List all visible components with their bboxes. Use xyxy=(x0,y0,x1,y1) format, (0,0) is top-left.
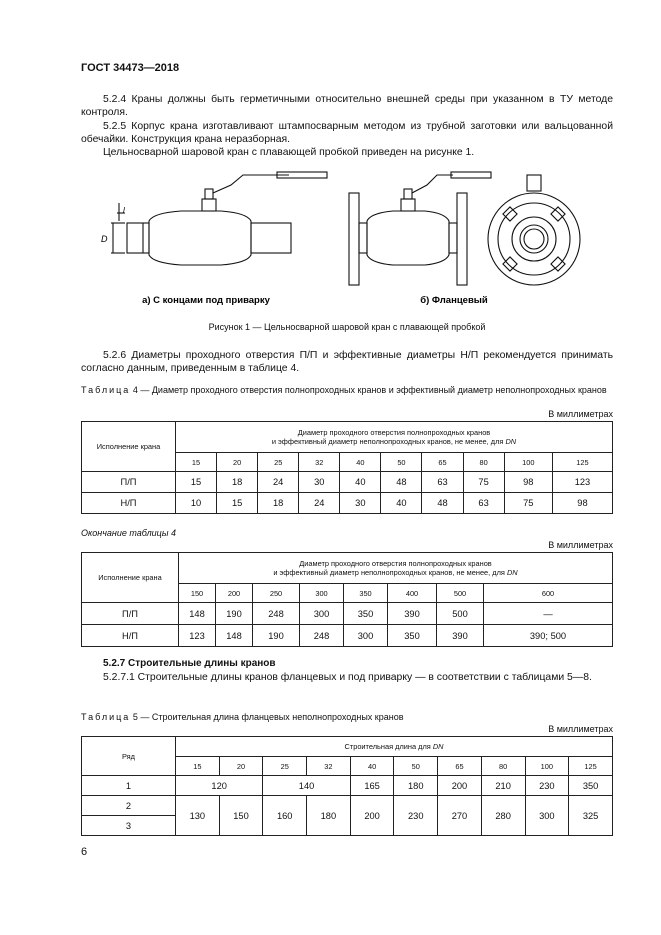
table5-caption-text: 5 — Строительная длина фланцевых неполнопроходных кранов xyxy=(132,712,404,722)
table4b-dn-cell: 300 xyxy=(300,584,344,603)
paragraph-5-2-6: 5.2.6 Диаметры проходного отверстия П/П и эффективные диаметры Н/П рекомендуется принимать согласно данным, приведенным в таблице 4. xyxy=(81,350,613,374)
table4b-row-label: Н/П xyxy=(82,625,179,647)
table5-dn-cell: 100 xyxy=(525,757,569,776)
table4-group-header-l1: Диаметр проходного отверстия полнопроходных кранов xyxy=(297,428,491,437)
table4-dn-cell: 100 xyxy=(504,453,552,472)
table4-dn: DN xyxy=(505,437,517,446)
table4-row-label: Н/П xyxy=(82,493,176,514)
table4-dn-cell: 15 xyxy=(176,453,217,472)
table5-cell: 140 xyxy=(263,776,350,796)
table4-row-label: П/П xyxy=(82,472,176,493)
paragraph-5-2-5: 5.2.5 Корпус крана изготавливают штампосварным методом из трубной заготовки или вальцованной обечайки. Конструкция крана неразборная. xyxy=(81,121,613,145)
table5-cell: 200 xyxy=(438,776,482,796)
table5-cell: 270 xyxy=(438,796,482,836)
table4-dn-cell: 50 xyxy=(381,453,422,472)
table4b-dn-cell: 350 xyxy=(344,584,388,603)
table4-dn-cell: 32 xyxy=(299,453,340,472)
table5-dn-cell: 25 xyxy=(263,757,307,776)
table4b-dn-cell: 250 xyxy=(253,584,300,603)
table5-dn-cell: 32 xyxy=(307,757,351,776)
table5-dn: DN xyxy=(432,742,444,751)
paragraph-5-2-7-1: 5.2.7.1 Строительные длины кранов фланцевых и под приварку — в соответствии с таблицами 5—8. xyxy=(103,672,592,683)
table4b-group-header xyxy=(179,553,613,584)
table4-cell: 15 xyxy=(176,472,217,493)
figure-label-a: а) С концами под приварку xyxy=(142,295,270,306)
table4b-group-header-l1: Диаметр проходного отверстия полнопроходных кранов xyxy=(299,559,492,568)
table4b-cell: — xyxy=(484,603,613,625)
table4-dn-cell: 65 xyxy=(422,453,463,472)
table4b-cell: 350 xyxy=(344,603,388,625)
table4-cell: 18 xyxy=(217,472,258,493)
table4b xyxy=(81,552,613,647)
table5-dn-cell: 15 xyxy=(176,757,220,776)
table4-cell: 40 xyxy=(340,472,381,493)
table5-dn-cell: 125 xyxy=(569,757,613,776)
table4b-cell: 123 xyxy=(179,625,216,647)
table-row xyxy=(82,625,613,647)
table5-row-label: 1 xyxy=(82,776,176,796)
table4b-cell: 248 xyxy=(300,625,344,647)
table4b-cell: 390 xyxy=(388,603,437,625)
table4-caption xyxy=(81,384,613,396)
document-code: ГОСТ 34473—2018 xyxy=(81,62,180,74)
table4b-row-label: П/П xyxy=(82,603,179,625)
table4b-cell: 190 xyxy=(253,625,300,647)
table4-dn-cell: 40 xyxy=(340,453,381,472)
dimension-d-label: D xyxy=(101,234,108,244)
table4-caption-word: Таблица xyxy=(81,385,131,395)
figure-label-b: б) Фланцевый xyxy=(420,295,488,306)
table4b-dn-cell: 500 xyxy=(437,584,484,603)
table4-row-header: Исполнение крана xyxy=(82,422,176,472)
table4 xyxy=(81,421,613,514)
table5-group-header-text: Строительная длина для xyxy=(344,742,431,751)
table4b-group-header-l2: и эффективный диаметр неполнопроходных кранов, не менее, для xyxy=(273,568,505,577)
table5-cell: 160 xyxy=(263,796,307,836)
table-row xyxy=(82,493,613,514)
table4-caption-text: 4 — Диаметр проходного отверстия полнопроходных кранов и эффективный диаметр неполнопроходных кранов xyxy=(132,385,607,395)
table5-caption xyxy=(81,711,613,723)
table4-cell: 63 xyxy=(422,472,463,493)
table4b-dn: DN xyxy=(506,568,518,577)
table4-cell: 30 xyxy=(299,472,340,493)
table5-cell: 180 xyxy=(307,796,351,836)
table4b-dn-cell: 600 xyxy=(484,584,613,603)
table5-dn-cell: 40 xyxy=(350,757,394,776)
table-row xyxy=(82,603,613,625)
table4b-cell: 300 xyxy=(344,625,388,647)
figure-caption: Рисунок 1 — Цельносварной шаровой кран с плавающей пробкой xyxy=(208,322,486,332)
table4-cell: 48 xyxy=(381,472,422,493)
table4b-cell: 500 xyxy=(437,603,484,625)
table4b-cell: 300 xyxy=(300,603,344,625)
table4b-dn-cell: 200 xyxy=(216,584,253,603)
table5-row-label: 3 xyxy=(82,816,176,836)
table5 xyxy=(81,736,613,836)
table5-dn-cell: 80 xyxy=(481,757,525,776)
table-row xyxy=(82,472,613,493)
table4-group-header-l2: и эффективный диаметр неполнопроходных кранов, не менее, для xyxy=(271,437,504,446)
section-heading-5-2-7: 5.2.7 Строительные длины кранов xyxy=(103,658,276,669)
table4-cell: 15 xyxy=(217,493,258,514)
table5-cell: 325 xyxy=(569,796,613,836)
table4b-cell: 190 xyxy=(216,603,253,625)
table5-dn-cell: 65 xyxy=(438,757,482,776)
table4-cell: 123 xyxy=(552,472,612,493)
valve-flange-front-view xyxy=(488,175,580,285)
valve-flanged-drawing xyxy=(349,172,491,285)
table5-cell: 280 xyxy=(481,796,525,836)
table4-dn-cell: 125 xyxy=(552,453,612,472)
table4-cell: 18 xyxy=(258,493,299,514)
table5-cell: 120 xyxy=(176,776,263,796)
table5-units: В миллиметрах xyxy=(548,724,613,734)
table5-cell: 210 xyxy=(481,776,525,796)
table4-cell: 30 xyxy=(340,493,381,514)
table4-cell: 75 xyxy=(504,493,552,514)
table5-cell: 230 xyxy=(394,796,438,836)
table5-cell: 130 xyxy=(176,796,220,836)
table4b-cell: 390 xyxy=(437,625,484,647)
table4b-dn-cell: 150 xyxy=(179,584,216,603)
table4b-cell: 248 xyxy=(253,603,300,625)
table5-row-header: Ряд xyxy=(82,737,176,776)
table4b-cell: 350 xyxy=(388,625,437,647)
table4-dn-cell: 20 xyxy=(217,453,258,472)
valve-weld-ends-drawing xyxy=(111,172,327,265)
table5-cell: 180 xyxy=(394,776,438,796)
table5-group-header xyxy=(176,737,613,757)
table4-cell: 63 xyxy=(463,493,504,514)
table4b-cell: 148 xyxy=(179,603,216,625)
table4b-row-header: Исполнение крана xyxy=(82,553,179,603)
table4-dn-cell: 25 xyxy=(258,453,299,472)
table-row xyxy=(82,796,613,816)
paragraph-figure-ref: Цельносварной шаровой кран с плавающей пробкой приведен на рисунке 1. xyxy=(103,147,475,158)
table5-caption-word: Таблица xyxy=(81,712,131,722)
table5-dn-cell: 20 xyxy=(219,757,263,776)
table4b-dn-cell: 400 xyxy=(388,584,437,603)
table5-cell: 350 xyxy=(569,776,613,796)
table4-cell: 10 xyxy=(176,493,217,514)
table5-cell: 300 xyxy=(525,796,569,836)
table4b-caption: Окончание таблицы 4 xyxy=(81,528,176,538)
table5-cell: 200 xyxy=(350,796,394,836)
dimension-l-label: l xyxy=(123,206,125,215)
page-number: 6 xyxy=(81,846,88,858)
table4-cell: 98 xyxy=(552,493,612,514)
table5-row-label: 2 xyxy=(82,796,176,816)
table4b-cell: 148 xyxy=(216,625,253,647)
table5-cell: 230 xyxy=(525,776,569,796)
table4-cell: 24 xyxy=(299,493,340,514)
table5-cell: 150 xyxy=(219,796,263,836)
table5-cell: 165 xyxy=(350,776,394,796)
table4-cell: 24 xyxy=(258,472,299,493)
table4-cell: 75 xyxy=(463,472,504,493)
table4-cell: 48 xyxy=(422,493,463,514)
table4-dn-cell: 80 xyxy=(463,453,504,472)
table5-dn-cell: 50 xyxy=(394,757,438,776)
paragraph-5-2-4: 5.2.4 Краны должны быть герметичными относительно внешней среды при указанном в ТУ методе контроля. xyxy=(81,94,613,118)
table4b-cell: 390; 500 xyxy=(484,625,613,647)
table4-cell: 98 xyxy=(504,472,552,493)
figure-ball-valve xyxy=(81,165,613,315)
table4-cell: 40 xyxy=(381,493,422,514)
table4-units: В миллиметрах xyxy=(548,409,613,419)
table-row xyxy=(82,776,613,796)
table4-group-header xyxy=(176,422,613,453)
table4b-units: В миллиметрах xyxy=(548,540,613,550)
